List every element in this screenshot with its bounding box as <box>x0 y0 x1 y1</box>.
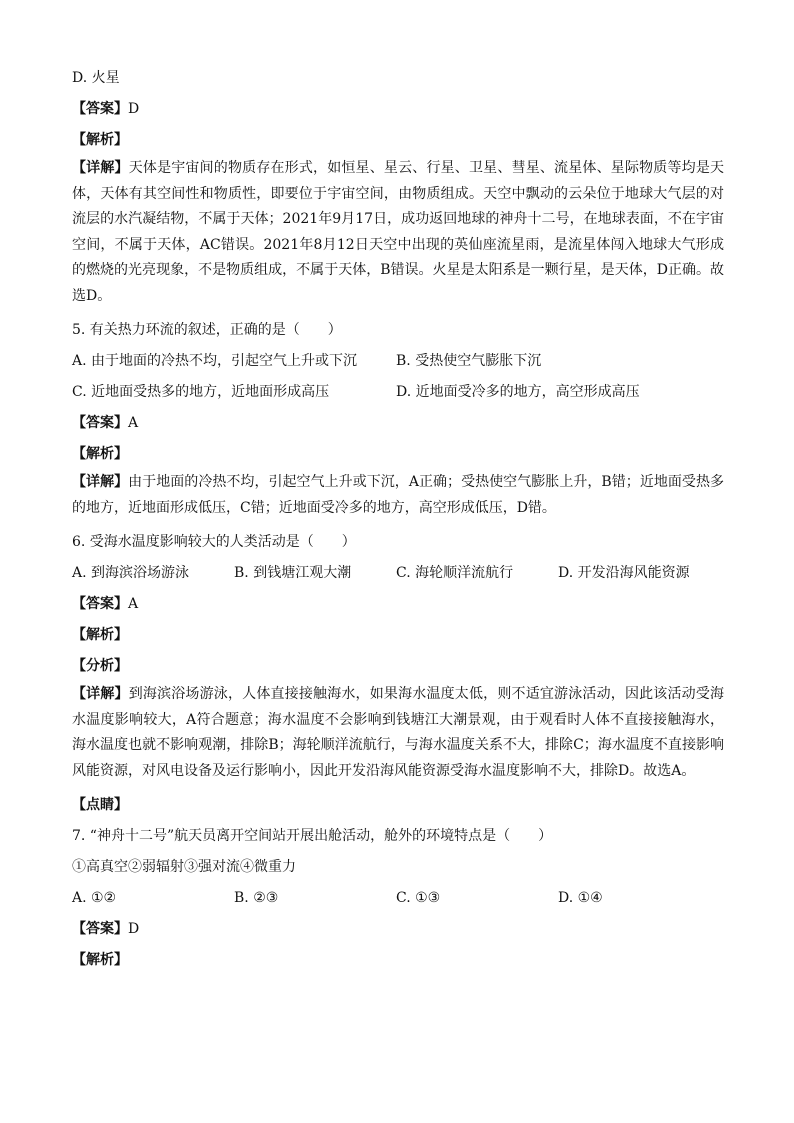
q7-option-a: A. ①② <box>72 890 117 906</box>
q7-stem: 7. “神舟十二号”航天员离开空间站开展出舱活动，舱外的环境特点是（ ） <box>72 828 553 844</box>
q7-analysis-tag: 【解析】 <box>72 952 128 968</box>
q6-option-d: D. 开发沿海风能资源 <box>558 565 690 581</box>
answer-tag: 【答案】 <box>72 596 128 612</box>
answer-value: A <box>128 596 139 612</box>
q6-analysis2-tag: 【分析】 <box>72 658 128 674</box>
q7-option-b: B. ②③ <box>234 890 279 906</box>
detail-tag: 【详解】 <box>72 474 129 490</box>
answer-value: D <box>128 921 140 937</box>
q4-detail <box>72 156 724 309</box>
q7-option-d: D. ①④ <box>558 890 603 906</box>
q5-option-c: C. 近地面受热多的地方，近地面形成高压 <box>72 384 330 400</box>
q6-answer <box>72 589 724 620</box>
q5-option-b: B. 受热使空气膨胀下沉 <box>396 353 542 369</box>
q5-answer <box>72 408 724 439</box>
q6-comment-tag: 【点睛】 <box>72 797 128 813</box>
q7-answer <box>72 914 724 945</box>
q4-analysis-tag: 【解析】 <box>72 132 128 148</box>
q6-stem: 6. 受海水温度影响较大的人类活动是（ ） <box>72 534 356 550</box>
answer-value: D <box>128 101 140 117</box>
q7-statements: ①高真空②弱辐射③强对流④微重力 <box>72 859 296 875</box>
q5-detail <box>72 470 724 521</box>
answer-value: A <box>128 415 139 431</box>
answer-tag: 【答案】 <box>72 415 128 431</box>
detail-tag: 【详解】 <box>72 686 129 702</box>
q6-detail <box>72 682 724 784</box>
q4-answer <box>72 94 724 125</box>
q5-stem: 5. 有关热力环流的叙述，正确的是（ ） <box>72 322 342 338</box>
q5-options-row-1 <box>72 346 724 377</box>
q6-options-row <box>72 558 724 589</box>
answer-tag: 【答案】 <box>72 101 128 117</box>
detail-text: 天体是宇宙间的物质存在形式，如恒星、星云、行星、卫星、彗星、流星体、星际物质等均是天体，天体有其空间性和物质性，即要位于宇宙空间，由物质组成。天空中飘动的云朵位于地球大气层的对流层的水汽凝结物，不属于天体；2021年9月17日，成功返回地球的神舟十二号，在地球表面，不在宇宙空间，不属于天体，AC错误。2021年8月12日天空中出现的英仙座流星雨，是流星体闯入地球大气形成的燃烧的光亮现象，不是物质组成，不属于天体，B错误。火星是太阳系是一颗行星，是天体，D正确。故选D。 <box>72 160 725 304</box>
q5-analysis-tag: 【解析】 <box>72 446 128 462</box>
answer-tag: 【答案】 <box>72 921 128 937</box>
detail-text: 由于地面的冷热不均，引起空气上升或下沉，A正确；受热使空气膨胀上升，B错；近地面受热多的地方，近地面形成低压，C错；近地面受冷多的地方，高空形成低压，D错。 <box>72 474 724 516</box>
q6-analysis-tag: 【解析】 <box>72 627 128 643</box>
q5-options-row-2 <box>72 377 724 408</box>
q6-option-b: B. 到钱塘江观大潮 <box>234 565 352 581</box>
document-content <box>72 63 724 976</box>
detail-tag: 【详解】 <box>72 160 129 176</box>
q6-option-c: C. 海轮顺洋流航行 <box>396 565 514 581</box>
q5-option-d: D. 近地面受冷多的地方，高空形成高压 <box>396 384 640 400</box>
q7-options-row <box>72 883 724 914</box>
q4-option-d: D. 火星 <box>72 70 120 86</box>
detail-text: 到海滨浴场游泳，人体直接接触海水，如果海水温度太低，则不适宜游泳活动，因此该活动受海水温度影响较大，A符合题意；海水温度不会影响到钱塘江大潮景观，由于观看时人体不直接接触海水，海水温度也就不影响观潮，排除B；海轮顺洋流航行，与海水温度关系不大，排除C；海水温度不直接影响风能资源，对风电设备及运行影响小，因此开发沿海风能资源受海水温度影响不大，排除D。故选A。 <box>72 686 725 779</box>
q6-option-a: A. 到海滨浴场游泳 <box>72 565 190 581</box>
q5-option-a: A. 由于地面的冷热不均，引起空气上升或下沉 <box>72 353 358 369</box>
q7-option-c: C. ①③ <box>396 890 441 906</box>
